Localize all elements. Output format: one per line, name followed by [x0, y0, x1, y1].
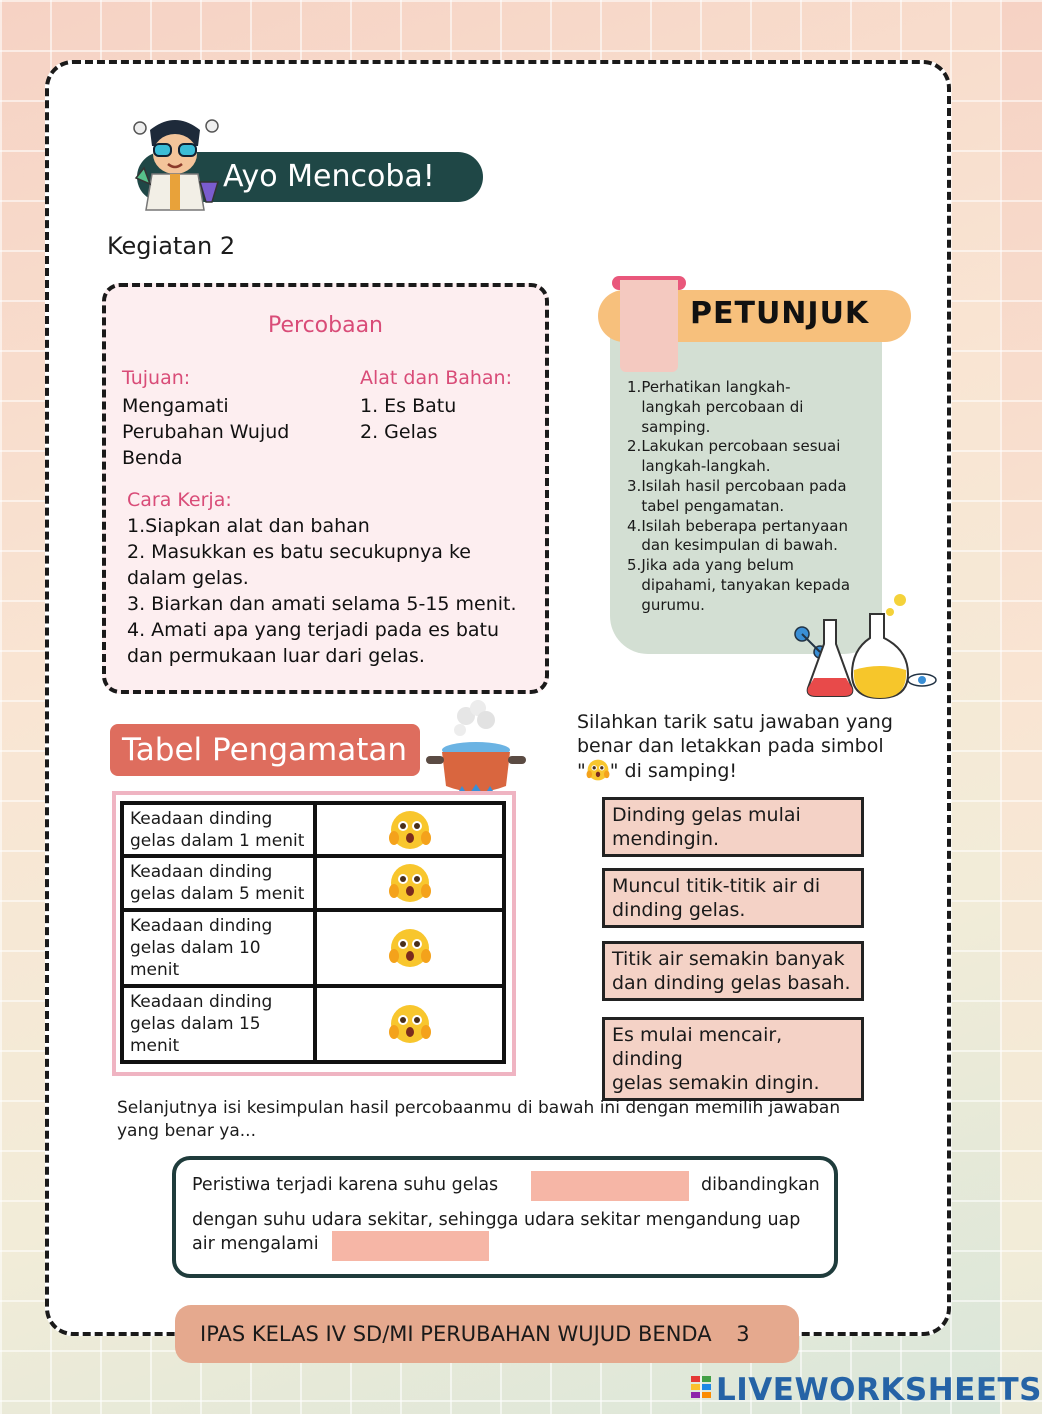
observation-table [120, 801, 506, 1064]
instruction-line: samping. [641, 417, 711, 436]
answer-line: mendingin. [612, 828, 720, 850]
row-label [122, 803, 315, 856]
brand-name: LIVEWORKSHEETS [716, 1372, 1042, 1408]
activity-label: Kegiatan 2 [107, 232, 236, 260]
amazed-face-emoji-icon [388, 861, 432, 905]
drag-instruction [577, 710, 897, 783]
instructions-list [627, 378, 877, 616]
answer-line: Dinding gelas mulai [612, 804, 801, 826]
conclusion-text-part2: dibandingkan [701, 1175, 820, 1195]
experiment-title: Percobaan [267, 313, 383, 338]
instruction-line: Isilah beberapa pertanyaan [641, 516, 848, 535]
answer-drop-target[interactable] [315, 910, 504, 986]
instruction-line: langkah-langkah. [641, 457, 771, 476]
intro-line: Selanjutnya isi kesimpulan hasil percobaanmu di bawah ini dengan memilih jawaban [117, 1098, 841, 1118]
tools-list [360, 393, 456, 445]
instruction-number: 5. [627, 556, 642, 575]
step-line: 4. Amati apa yang terjadi pada es batu [127, 619, 500, 641]
page-number: 3 [736, 1322, 750, 1346]
step-line: 2. Masukkan es batu secukupnya ke [127, 541, 471, 563]
amazed-face-emoji-icon [388, 1002, 432, 1046]
answer-drop-target[interactable] [315, 856, 504, 909]
step-line: 1.Siapkan alat dan bahan [127, 515, 370, 537]
observation-title: Tabel Pengamatan [110, 724, 420, 776]
amazed-face-emoji-icon [388, 926, 432, 970]
instruction-item [627, 517, 877, 557]
instructions-title: PETUNJUK [690, 296, 870, 331]
goal-label: Tujuan: [122, 367, 191, 389]
instruction-line: tabel pengamatan. [641, 496, 785, 515]
answer-option-2[interactable] [602, 868, 864, 928]
steps-label: Cara Kerja: [127, 489, 232, 511]
table-row [122, 856, 504, 909]
row-label-line: Keadaan dinding [130, 862, 273, 883]
answer-drop-target[interactable] [315, 986, 504, 1062]
steps-list [127, 513, 547, 669]
answer-line: gelas semakin dingin. [612, 1072, 820, 1094]
answer-line: Titik air semakin banyak [612, 948, 845, 970]
answer-line: dinding gelas. [612, 899, 746, 921]
amazed-face-emoji-icon [586, 758, 610, 782]
amazed-face-emoji-icon [388, 808, 432, 852]
step-line: 3. Biarkan dan amati selama 5-15 menit. [127, 593, 517, 615]
row-label-line: Keadaan dinding [130, 915, 273, 936]
row-label-line: gelas dalam 1 menit [130, 830, 305, 851]
process-blank-field[interactable] [332, 1231, 489, 1261]
page-footer [175, 1305, 799, 1363]
conclusion-intro [117, 1097, 897, 1143]
conclusion-text-part4: air mengalami [192, 1234, 319, 1254]
instruction-line: Perhatikan langkah- [641, 378, 791, 396]
row-label-line: gelas dalam 10 menit [130, 937, 261, 980]
tools-label: Alat dan Bahan: [360, 367, 512, 389]
answer-option-1[interactable] [602, 797, 864, 857]
tool-item: 2. Gelas [360, 421, 438, 443]
experiment-card [102, 283, 549, 694]
instruction-line: Jika ada yang belum [641, 556, 794, 575]
conclusion-text-part3: dengan suhu udara sekitar, sehingga udara sekitar mengandung uap [192, 1210, 801, 1230]
row-label-line: gelas dalam 5 menit [130, 884, 305, 905]
answer-drop-target[interactable] [315, 803, 504, 856]
conclusion-text-part1: Peristiwa terjadi karena suhu gelas [192, 1175, 499, 1195]
instruction-end: " di samping! [609, 760, 738, 782]
instruction-item [627, 378, 877, 437]
goal-line: Mengamati [122, 395, 229, 417]
row-label [122, 910, 315, 986]
instruction-line: Lakukan percobaan sesuai [641, 437, 841, 456]
footer-text: IPAS KELAS IV SD/MI PERUBAHAN WUJUD BENDA [200, 1322, 712, 1346]
answer-line: Muncul titik-titik air di [612, 875, 821, 897]
table-row [122, 986, 504, 1062]
instruction-line: Isilah hasil percobaan pada [641, 476, 847, 495]
scientist-mascot-icon [126, 112, 224, 210]
instruction-item [627, 437, 877, 477]
step-line: dalam gelas. [127, 567, 249, 589]
table-row [122, 803, 504, 856]
answer-option-3[interactable] [602, 941, 864, 1001]
goal-line: Benda [122, 447, 183, 469]
chemistry-flasks-icon [790, 592, 940, 704]
row-label-line: gelas dalam 15 menit [130, 1013, 261, 1056]
tool-item: 1. Es Batu [360, 395, 457, 417]
instruction-line: langkah percobaan di [641, 397, 804, 416]
goal-text [122, 393, 289, 471]
instruction-line: dipahami, tanyakan kepada [641, 575, 851, 594]
instruction-number: 3. [627, 476, 642, 495]
instruction-line: gurumu. [641, 595, 705, 614]
instruction-text-line: Silahkan tarik satu jawaban yang [577, 711, 893, 733]
instruction-number: 1. [627, 378, 642, 396]
answer-option-4[interactable] [602, 1017, 864, 1101]
step-line: dan permukaan luar dari gelas. [127, 645, 425, 667]
instruction-number: 4. [627, 516, 642, 535]
temperature-blank-field[interactable] [531, 1171, 689, 1201]
goal-line: Perubahan Wujud [122, 421, 290, 443]
instruction-line: dan kesimpulan di bawah. [641, 536, 838, 555]
quote-mark: " [577, 760, 586, 782]
boiling-pot-icon [420, 698, 532, 803]
instruction-item [627, 477, 877, 517]
intro-line: yang benar ya... [117, 1121, 256, 1141]
instruction-number: 2. [627, 437, 642, 456]
answer-line: Es mulai mencair, dinding [612, 1024, 783, 1070]
answer-line: dan dinding gelas basah. [612, 972, 851, 994]
liveworksheets-logo-icon [691, 1376, 711, 1404]
row-label-line: Keadaan dinding [130, 808, 273, 829]
row-label-line: Keadaan dinding [130, 991, 273, 1012]
table-row [122, 910, 504, 986]
row-label [122, 856, 315, 909]
header-title: Ayo Mencoba! [137, 152, 483, 202]
instruction-text-line: benar dan letakkan pada simbol [577, 735, 884, 757]
row-label [122, 986, 315, 1062]
bookmark-ribbon-icon [620, 280, 678, 372]
instruction-text-line [577, 758, 897, 783]
